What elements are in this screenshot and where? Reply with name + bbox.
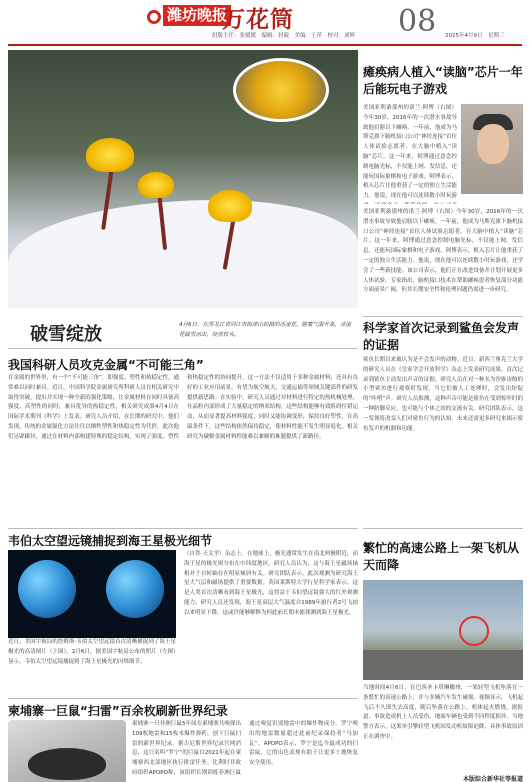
- patient-photo: [461, 104, 523, 194]
- editor-credits: 组版主任：张媛媛 编辑：封毅 美编：王萍 校对：刘辉: [212, 33, 356, 39]
- flower-shape: [86, 138, 134, 172]
- article-body-implant-intro: 美国亚利桑那州的诺兰·阿博（右图）今年30岁，2016年的一次潜水事故导致他肩膀以下瘫痪。一年前，他成为马斯克旗下脑机接口公司“神经连接”首位人体试验志愿者，在大脑中植入“读脑”芯片。这一年来，阿博通过意念控制电脑光标，不仅能上网、发信息，还能玩国际象棋和电子游戏。阿博表示，植入芯片让他重获了一定的独立生活能力。他说，现在他可以连续数小时玩游: [363, 105, 457, 200]
- article-body-shark: 鲨鱼长期以来被认为是不会发声的动物。近日，新西兰奥克兰大学的研究人员在《皇家学会开放科学》杂志上发表研究成果，首次记录到鲨鱼主动发出声音的证据。研究人员在对一种名为沙锥齿鲛的小型鲨鱼进行观察时发现，当它们被人工处理时，会发出短促的“咔嗒”声。研究人员推测，这种声音可能是鲨鱼在受到惊吓时的一种防御反应，也可能与个体之间的交流有关。研究团队表示，这一发现将改变人们对鲨鱼行为的认知，未来还需更多研究来揭示鲨鱼发声的机制和功能。: [363, 357, 523, 432]
- article-body-implant: 美国亚利桑那州的诺兰·阿博（右图）今年30岁，2016年的一次潜水事故导致他肩膀以下瘫痪。一年前，他成为马斯克旗下脑机接口公司“神经连接”首位人体试验志愿者，在大脑中植入“读脑”芯片。这一年来，阿博通过意念控制电脑光标，不仅能上网、发信息，还能玩国际象棋和电子游戏。阿博表示，植入芯片让他重获了一定的独立生活能力。他说，现在他可以连续数小时玩游戏，还学会了一些新技能。该公司表示，他们正在改进设备并计划开展更多人体试验。专家指出，脑机接口技术在帮助瘫痪患者恢复部分功能方面前景广阔，但其长期安全性和伦理问题仍需进一步研究。: [363, 209, 523, 294]
- article-title-metal: 我国科研人员攻克金属“不可能三角”: [8, 358, 204, 372]
- inset-photo: [233, 58, 329, 122]
- neptune-image: [106, 560, 164, 618]
- article-title-telescope: 韦伯太空望远镜捕捉到海王星极光细节: [8, 534, 213, 548]
- page-number: 08: [398, 4, 437, 39]
- hero-caption: 4月6日，在黑龙江省同江市街津山拍摄的冰凌花。随着气温升高，冰凌花破雪而出，绽放枝头。: [179, 322, 352, 338]
- article-body-metal: 在金属的世界里，有一个“不可能三角”，即强度、塑性和热稳定性，通常难以同时兼具。近日，中国科学院金属研究所科研人员在相关研究中取得突破，提出并实现一种全新的强化策略，让金属材料在同时具备高强度、高塑性的同时，兼具优异的热稳定性，相关研究成果4月4日在国际学术期刊《科学》上发表。研究人员介绍，在长期的研究中，他们发现，传统的金属强化方法往往以牺牲塑性和热稳定性为代价。此次他们另辟蹊径，通过在材料内部构建特殊的稳定结构，实现了强度、塑性和热稳定性的协同提升。这一方法不仅适用于多种金属材料，还具有良好的工业应用前景，有望为航空航天、交通运输等领域关键部件的研发提供新思路。在实验中，研究人员通过对材料进行特定的热机械处理，在晶粒内部形成了大量稳定的纳米结构，这些结构能够有效阻碍位错运动，从而显著提高材料强度，同时又能协调变形，保持良好塑性。在高温条件下，这些结构依然保持稳定，使材料性能不发生明显退化。相关研究为破解金属材料性能难以兼顾的难题提供了新路径。: [8, 375, 358, 440]
- flower-shape: [138, 172, 174, 198]
- header-rule: [8, 44, 522, 46]
- rat-photo: [8, 720, 126, 782]
- publish-date: 2025年4月9日 星期三: [445, 33, 505, 39]
- source-note: 本版综合新华社等报道: [462, 776, 523, 782]
- road-shape: [363, 650, 523, 680]
- divider: [8, 348, 358, 349]
- neptune-photo-panel: [8, 550, 176, 638]
- divider: [363, 528, 523, 529]
- rat-shape: [28, 748, 106, 780]
- hero-photo: [8, 50, 358, 308]
- highway-photo: [363, 580, 523, 680]
- telescope-caption: 近日，美国宇航局的詹姆斯·韦伯太空望远镜首次清晰捕捉到了海王星极光的高清图片（上图）。2月6日，据美国宇航局公布的照片（左图）显示，韦伯太空望远镜捕捉到了海王星极光的闪烁细节。: [8, 639, 176, 665]
- article-title-implant: 瘫痪病人植入“读脑”芯片一年后能玩电子游戏: [363, 65, 523, 96]
- neptune-image: [18, 560, 76, 618]
- article-title-highway: 繁忙的高速公路上一架飞机从天而降: [363, 541, 520, 572]
- flower-shape: [208, 190, 252, 222]
- snow-shape: [8, 200, 358, 308]
- section-title: 万花筒: [222, 6, 294, 33]
- hero-title: 破雪绽放: [30, 324, 102, 345]
- article-title-mouse: 柬埔寨一巨鼠“扫雷”百余枚刷新世界纪录: [8, 704, 228, 718]
- article-body-highway: 当地时间4月6日，在巴西圣卡塔琳娜州，一架轻型飞机坠落在一条繁忙的高速公路上，并与多辆汽车发生碰撞。视频显示，飞机起飞后不久即失去高度，随后坠落在公路上，机体起火燃烧。据报道，事故造成机上人员受伤，地面车辆也受到不同程度损坏。当地警方表示，这架单引擎轻型飞机因发动机故障迫降，具体事故原因正在调查中。: [363, 685, 523, 740]
- paper-logo-icon: [147, 10, 161, 24]
- plane-highlight-circle: [459, 616, 489, 646]
- article-body-telescope: （自然·天文学）杂志上。在地球上，极光通常发生在南北两极附近，而海王星的极光则分布在中纬度地区。研究人员认为，这与海王星磁场轴相对于自转轴存在明显倾斜有关。研究团队表示，此次观测为研究海王星大气层和磁场提供了重要数据。英国莱斯特大学行星科学家表示，这是人类首次清晰看到海王星极光，这得益于韦伯望远镜强大的红外观测能力。研究人员还发现，海王星高层大气温度自1989年旅行者2号飞掠以来明显下降，这或许能够解释为何此前长期未能探测到海王星极光。: [184, 551, 358, 616]
- divider: [8, 528, 358, 529]
- face-shape: [477, 124, 509, 164]
- divider: [363, 316, 523, 317]
- article-body-mouse: 柬埔寨一只非洲巨鼠5年间在柬埔寨共嗅探出109枚地雷和15枚未爆炸弹药，创下巨鼠扫雷的新世界纪录。据吉尼斯世界纪录官网消息，这只名叫“罗宁”的巨鼠自2021年起在柬埔寨西北部地区执行排雷任务。比利时非政府组织APOPO称，该组织长期训练非洲巨鼠通过嗅觉识别地雷中的爆炸物成分。罗宁嗅出的地雷数量超过此前纪录保持者“马加瓦”。APOPO表示，罗宁是迄今最成功的扫雷鼠，它的出色表现有助于让更多土地恢复安全使用。: [132, 721, 358, 776]
- divider: [8, 698, 358, 699]
- paper-name: 潍坊晚报: [163, 5, 231, 26]
- article-title-shark: 科学家首次记录到鲨鱼会发声的证据: [363, 321, 520, 352]
- masthead: [0, 0, 530, 44]
